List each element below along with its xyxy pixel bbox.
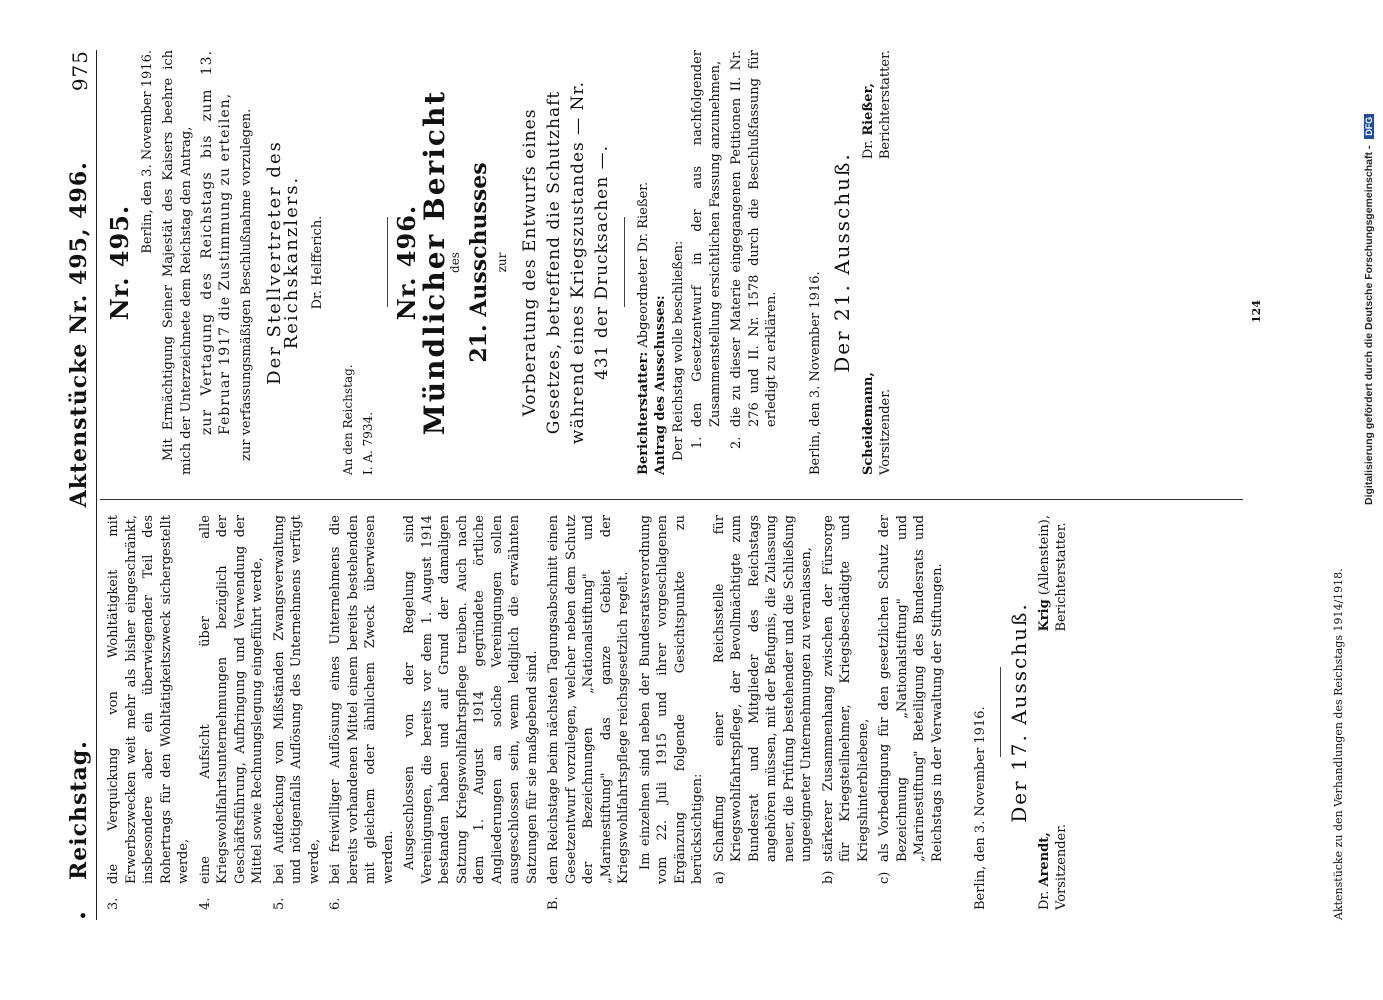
signer-name: Rießer, bbox=[860, 83, 876, 136]
signatures bbox=[860, 50, 894, 475]
document-number-495: Nr. 495. bbox=[105, 204, 134, 321]
signer-name: Arendt, bbox=[1037, 832, 1052, 887]
signer-role: Vorsitzender. bbox=[877, 388, 893, 475]
right-column bbox=[105, 50, 894, 475]
signer-role: Berichterstatter. bbox=[1054, 522, 1069, 632]
sheet-number: 124 bbox=[1250, 300, 1263, 323]
signer-name: Scheidemann, bbox=[860, 372, 876, 475]
sub-item-letter: a) bbox=[711, 871, 727, 884]
sub-item-text: Schaffung einer Reichsstelle für Kriegswohlfahrtspflege, der Bevollmächtigte zum Bundesrat und Mitglieder des Reichstags angehören müssen, mit der Befugnis, die Zulassung neuer, die Prüfung bestehender und die Schließung ungeeigneter Unternehmungen zu veranlassen, bbox=[711, 515, 814, 862]
sub-item-letter: c) bbox=[877, 871, 892, 884]
reporter-label: Berichterstatter: bbox=[635, 351, 651, 475]
place-date: Berlin, den 3. November 1916. bbox=[807, 271, 823, 475]
signer-prefix: Dr. bbox=[1037, 890, 1052, 910]
paragraph-details: Im einzelnen sind neben der Bundesratsverordnung vom 22. Juli 1915 und ihrer vorgeschlagenen Ergänzung folgende Gesichtspunkte zu berücksichtigen: bbox=[637, 515, 705, 884]
list-item bbox=[327, 515, 397, 910]
column-divider bbox=[100, 499, 1243, 500]
reporter-name: Abgeordneter Dr. Rießer. bbox=[635, 181, 651, 348]
committee-name: Der 21. Ausschuß. bbox=[830, 152, 854, 373]
report-des: des bbox=[448, 252, 462, 273]
committee-name: Der 17. Ausschuß. bbox=[1006, 602, 1031, 823]
signer-role: Berichterstatter. bbox=[877, 50, 893, 160]
list-item bbox=[271, 515, 324, 910]
signer-prefix: Dr. bbox=[860, 139, 876, 160]
paragraph-excluded: Ausgeschlossen von der Regelung sind Vereinigungen, die bereits vor dem 1. August 1914 bestanden haben und auf Grund der damaligen Satzung Kriegswohlfahrtspflege treiben. Auch nach dem 1. August 1914 gegründete örtliche Angliederungen an solche Vereinigungen sollen ausgeschlossen sein, wenn lediglich die erwähnten Satzungen für sie maßgebend sind. bbox=[402, 515, 540, 884]
item-number: B. bbox=[546, 896, 561, 910]
nr495-closing: zur verfassungsmäßigen Beschlußnahme vorzulegen. bbox=[239, 108, 254, 461]
sub-item bbox=[876, 515, 946, 884]
item-number: 3. bbox=[106, 897, 121, 910]
signer-name: Krig bbox=[1037, 599, 1052, 632]
short-rule bbox=[624, 218, 625, 308]
digitization-credit bbox=[1363, 0, 1381, 505]
page-number: 975 bbox=[68, 49, 92, 92]
short-rule bbox=[1000, 668, 1001, 758]
motion-item-number: 1. bbox=[690, 436, 705, 449]
nr495-motion: zur Vertagung des Reichstags bis zum 13. Februar 1917 die Zustimmung zu erteilen, bbox=[199, 50, 233, 435]
item-text: bei freiwilliger Auflösung eines Unternehmens die bereits vorhandenen Mittel einem bereits bestehenden mit gleichem oder ähnlichem Zweck überwiesen werden. bbox=[328, 515, 396, 884]
motion-intro: Der Reichstag wolle beschließen: bbox=[670, 240, 686, 461]
short-rule bbox=[387, 218, 388, 308]
header-dot: • bbox=[76, 910, 92, 920]
signer-reporter bbox=[860, 50, 894, 159]
item-number: 4. bbox=[197, 897, 213, 910]
credit-text: Digitalisierung gefördert durch die Deutsche Forschungsgemeinschaft - bbox=[1363, 145, 1375, 505]
item-text: bei Aufdeckung von Mißständen Zwangsverwaltung und nötigenfalls Auflösung des Unternehmens verfügt werde, bbox=[271, 515, 322, 884]
item-text: eine Aufsicht über alle Kriegswohlfahrtsunternehmungen bezüglich der Geschäftsführung, Aufbringung und Verwendung der Mittel sowie Rechnungslegung eingeführt werde, bbox=[197, 515, 265, 884]
signatures bbox=[1036, 515, 1070, 910]
motion-item-number: 2. bbox=[729, 436, 744, 449]
header-right-title: Aktenstücke Nr. 495, 496. bbox=[66, 161, 92, 508]
nr495-sender: Der Stellvertreter des Reichskanzlers. bbox=[263, 140, 302, 385]
nr495-address: An den Reichstag. bbox=[341, 364, 355, 475]
item-text: dem Reichstage beim nächsten Tagungsabschnitt einen Gesetzentwurf vorzulegen, welcher neben dem Schutz der Bezeichnungen „Nationalstiftung" und „Marinestiftung" das ganze Gebiet der Kriegswohlfahrtspflege reichsgesetzlich regelt. bbox=[546, 515, 631, 884]
signer-reporter bbox=[1036, 515, 1070, 632]
list-item bbox=[197, 515, 267, 910]
page-header bbox=[52, 50, 97, 920]
signer-chair bbox=[860, 372, 894, 475]
left-column bbox=[105, 515, 1070, 910]
nr495-reference: I. A. 7934. bbox=[360, 411, 375, 475]
page-footer-source: Aktenstücke zu den Verhandlungen des Reichstags 1914/1918. bbox=[1332, 568, 1345, 920]
sub-item bbox=[820, 515, 873, 884]
report-subject: Vorberatung des Entwurfs eines Gesetzes, betreffend die Schutzhaft während eines Kriegszustandes — Nr. 431 der Drucksachen —. bbox=[519, 80, 612, 445]
motion-item-text: die zu dieser Materie eingegangenen Petitionen II. Nr. 276 und II. Nr. 1578 durch die Beschlußfassung für erledigt zu erklären. bbox=[729, 50, 779, 427]
item-text: die Verquickung von Wohltätigkeit mit Erwerbszwecken weit mehr als bisher eingeschränkt, insbesondere aber ein überwiegender Teil des Rohertrags für den Wohltätigkeitszweck sichergestellt werde, bbox=[106, 515, 191, 884]
motion-item-text: den Gesetzentwurf in der aus nachfolgender Zusammenstellung ersichtlichen Fassung anzunehmen, bbox=[690, 50, 723, 427]
place-date-495: Berlin, den 3. November 1916. bbox=[139, 50, 155, 254]
sub-item-text: stärkerer Zusammenhang zwischen der Fürsorge für Kriegsteilnehmer, Kriegsbeschädigte und Kriegshinterbliebene, bbox=[820, 515, 871, 862]
document-number-496: Nr. 496. bbox=[392, 204, 421, 321]
sub-item-text: als Vorbedingung für den gesetzlichen Schutz der Bezeichnung „Nationalstiftung" und „Marinestiftung" Beteiligung des Bundesrats und Reichstags in der Verwaltung der Stiftungen. bbox=[877, 515, 945, 862]
dfg-logo: DFG bbox=[1364, 114, 1374, 139]
place-date: Berlin, den 3. November 1916. bbox=[973, 706, 988, 910]
signer-chair bbox=[1036, 824, 1070, 910]
report-title: Mündlicher Bericht bbox=[417, 89, 451, 436]
report-zur: zur bbox=[495, 252, 509, 273]
list-item-b bbox=[545, 515, 633, 910]
sub-item bbox=[711, 515, 816, 884]
signer-role: Vorsitzender. bbox=[1054, 823, 1069, 910]
item-number: 6. bbox=[328, 897, 343, 910]
signer-place: (Allenstein), bbox=[1037, 515, 1052, 596]
motion-label: Antrag des Ausschusses: bbox=[653, 295, 668, 475]
nr495-paragraph: Mit Ermächtigung Seiner Majestät des Kaisers beehre ich mich der Unterzeichnete dem Reichstag den Antrag, bbox=[161, 50, 194, 475]
list-item bbox=[105, 515, 193, 910]
sub-item-letter: b) bbox=[820, 870, 836, 884]
header-left-title: Reichstag. bbox=[66, 740, 92, 881]
nr495-signer: Dr. Helfferich. bbox=[309, 215, 325, 310]
motion-item bbox=[689, 50, 724, 449]
motion-item bbox=[728, 50, 781, 449]
item-number: 5. bbox=[271, 897, 287, 910]
reporter-line bbox=[635, 50, 653, 475]
report-committee: 21. Ausschusses bbox=[465, 162, 492, 363]
